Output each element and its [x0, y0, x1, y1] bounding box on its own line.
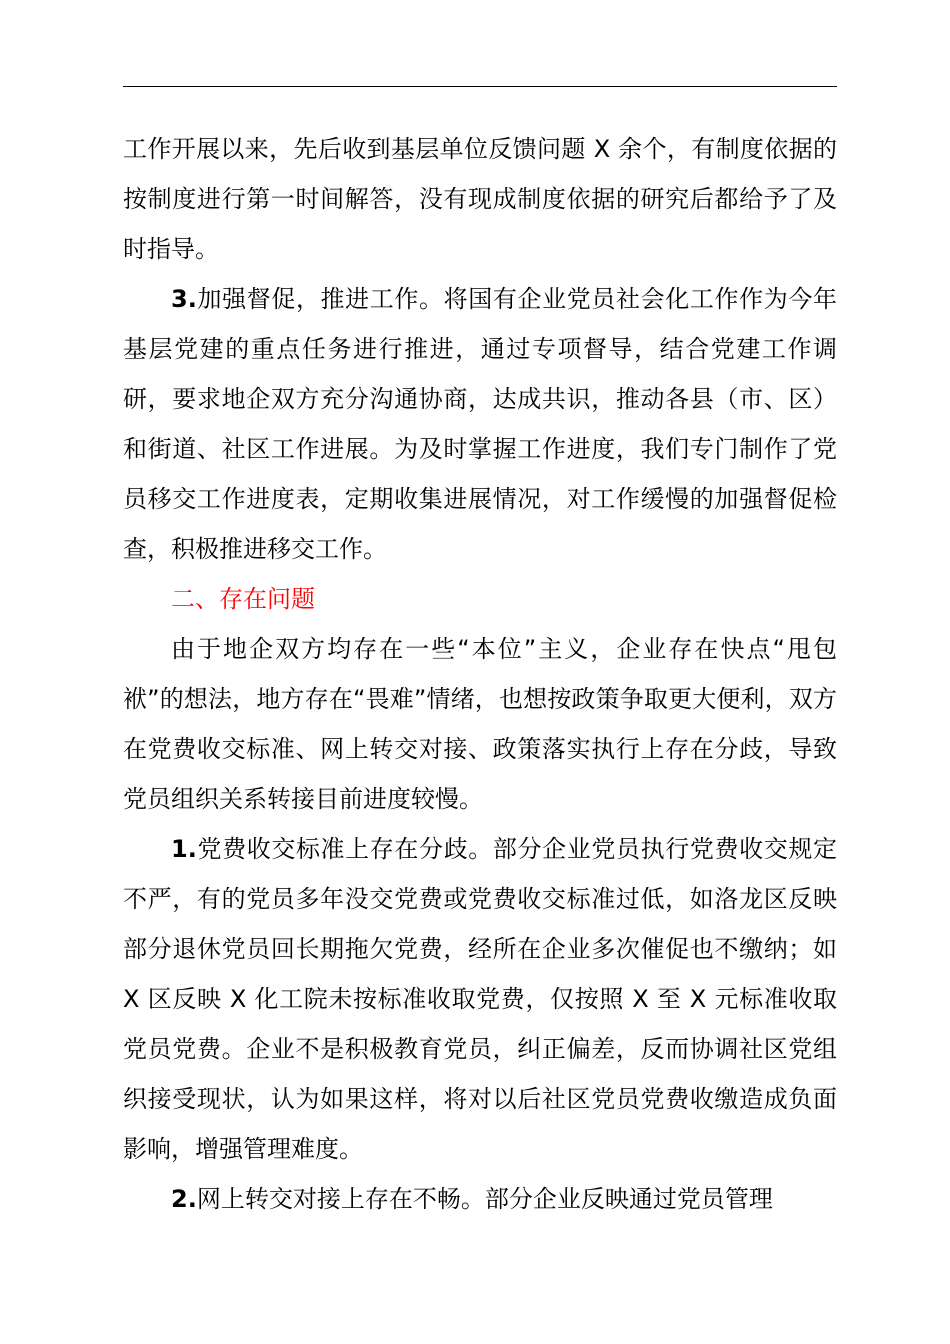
paragraph-text: 工作开展以来，先后收到基层单位反馈问题 X 余个，有制度依据的按制度进行第一时间解答，没有现成制度依据的研究后都给予了及时指导。 — [123, 135, 837, 263]
section-heading — [123, 574, 837, 624]
paragraph-text: 网上转交对接上存在不畅。部分企业反映通过党员管理 — [196, 1185, 773, 1213]
list-number: 2. — [171, 1185, 197, 1213]
paragraph-3-strengthen-supervision — [123, 274, 837, 574]
paragraph-2-online-transfer — [123, 1174, 837, 1224]
list-number: 3. — [171, 285, 197, 313]
paragraph-text: 由于地企双方均存在一些“本位”主义，企业存在快点“甩包袱”的想法，地方存在“畏难”情绪，也想按政策争取更大便利，双方在党费收交标准、网上转交对接、政策落实执行上存在分歧，导致党员组织关系转接目前进度较慢。 — [123, 635, 837, 813]
paragraph-text: 党费收交标准上存在分歧。部分企业党员执行党费收交规定不严，有的党员多年没交党费或党费收交标准过低，如洛龙区反映部分退休党员回长期拖欠党费，经所在企业多次催促也不缴纳；如 X 区反映 X 化工院未按标准收取党费，仅按照 X 至 X 元标准收取党员党费。企业不是积极教育党员，纠正偏差，反而协调社区党组织接受现状，认为如果这样，将对以后社区党员党费收缴造成负面影响，增强管理难度。 — [123, 835, 837, 1163]
paragraph-text: 加强督促，推进工作。将国有企业党员社会化工作作为今年基层党建的重点任务进行推进，通过专项督导，结合党建工作调研，要求地企双方充分沟通协商，达成共识，推动各县（市、区）和街道、社区工作进展。为及时掌握工作进度，我们专门制作了党员移交工作进度表，定期收集进展情况，对工作缓慢的加强督促检查，积极推进移交工作。 — [123, 285, 837, 563]
list-number: 1. — [171, 835, 197, 863]
document-body — [123, 124, 837, 1224]
paragraph-continuation — [123, 124, 837, 274]
header-rule — [123, 86, 837, 87]
paragraph-problems-intro — [123, 624, 837, 824]
heading-text: 二、存在问题 — [171, 585, 315, 613]
paragraph-1-party-dues — [123, 824, 837, 1174]
